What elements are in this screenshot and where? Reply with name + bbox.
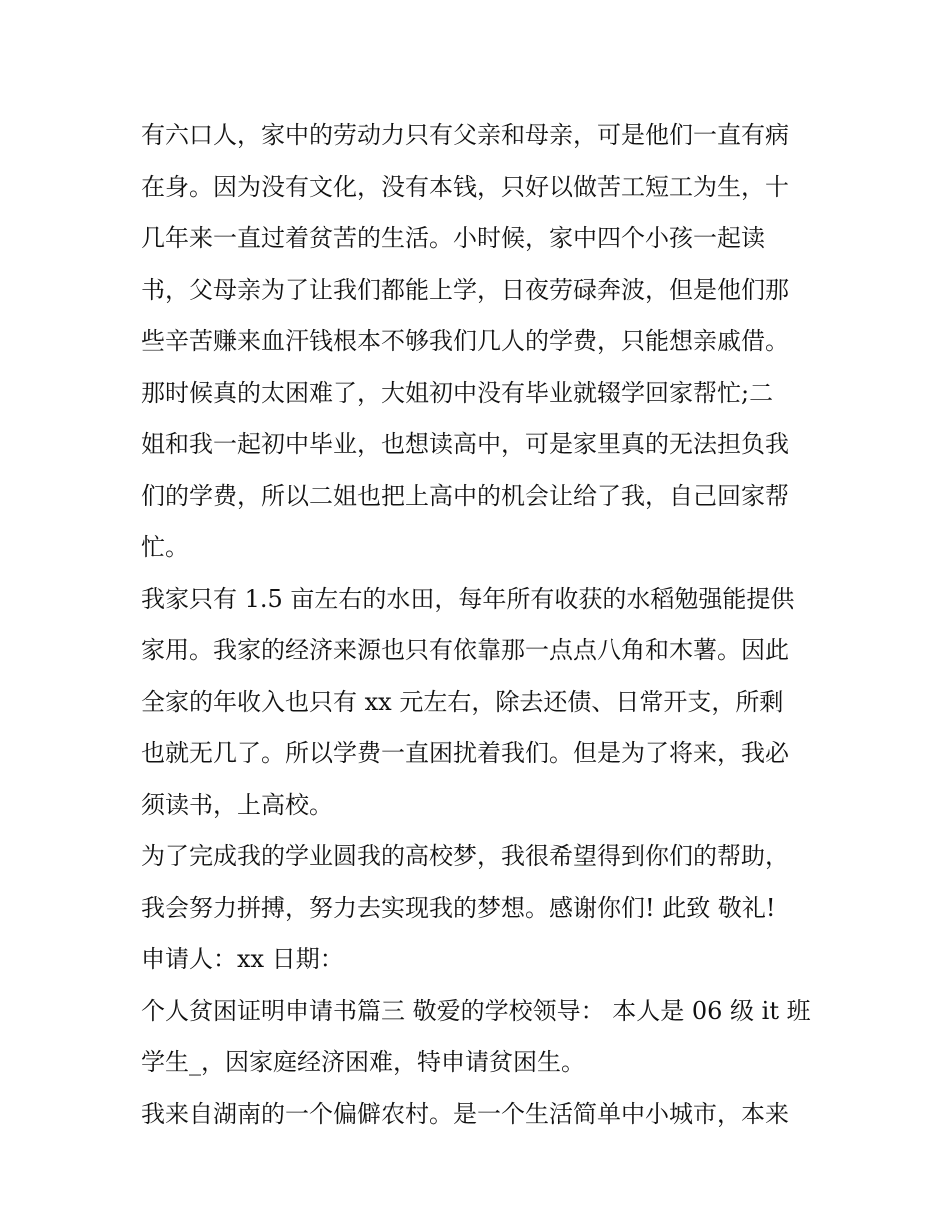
text-line-15: 为了完成我的学业圆我的高校梦，我很希望得到你们的帮助，	[141, 842, 789, 870]
text-line-14: 须读书，上高校。	[141, 790, 333, 819]
text-line-16: 我会努力拼搏，努力去实现我的梦想。感谢你们! 此致 敬礼!	[141, 893, 776, 922]
text-line-5: 些辛苦赚来血汗钱根本不够我们几人的学费，只能想亲戚借。	[141, 327, 789, 355]
text-line-2: 在身。因为没有文化，没有本钱，只好以做苦工短工为生，十	[141, 172, 789, 201]
text-line-19: 学生_，因家庭经济困难，特申请贫困生。	[141, 1048, 585, 1076]
text-line-11: 家用。我家的经济来源也只有依靠那一点点八角和木薯。因此	[141, 636, 789, 664]
text-line-4: 书，父母亲为了让我们都能上学，日夜劳碌奔波，但是他们那	[141, 275, 789, 304]
text-line-10: 我家只有 1.5 亩左右的水田，每年所有收获的水稻勉强能提供	[141, 584, 795, 613]
document-body	[141, 110, 821, 1140]
text-line-12: 全家的年收入也只有 xx 元左右，除去还债、日常开支，所剩	[141, 687, 784, 716]
text-line-3: 几年来一直过着贫苦的生活。小时候，家中四个小孩一起读	[141, 224, 765, 252]
text-line-9: 忙。	[141, 533, 189, 561]
text-line-7: 姐和我一起初中毕业，也想读高中，可是家里真的无法担负我	[141, 430, 789, 458]
text-line-8: 们的学费，所以二姐也把上高中的机会让给了我，自己回家帮	[141, 481, 789, 510]
text-line-13: 也就无几了。所以学费一直困扰着我们。但是为了将来，我必	[141, 739, 789, 767]
text-line-17: 申请人：xx 日期：	[141, 945, 344, 973]
text-line-20: 我来自湖南的一个偏僻农村。是一个生活简单中小城市，本来	[141, 1099, 789, 1128]
text-line-18: 个人贫困证明申请书篇三 敬爱的学校领导： 本人是 06 级 it 班	[141, 996, 811, 1025]
text-line-6: 那时候真的太困难了，大姐初中没有毕业就辍学回家帮忙;二	[141, 378, 774, 407]
text-line-1: 有六口人，家中的劳动力只有父亲和母亲，可是他们一直有病	[141, 121, 789, 149]
